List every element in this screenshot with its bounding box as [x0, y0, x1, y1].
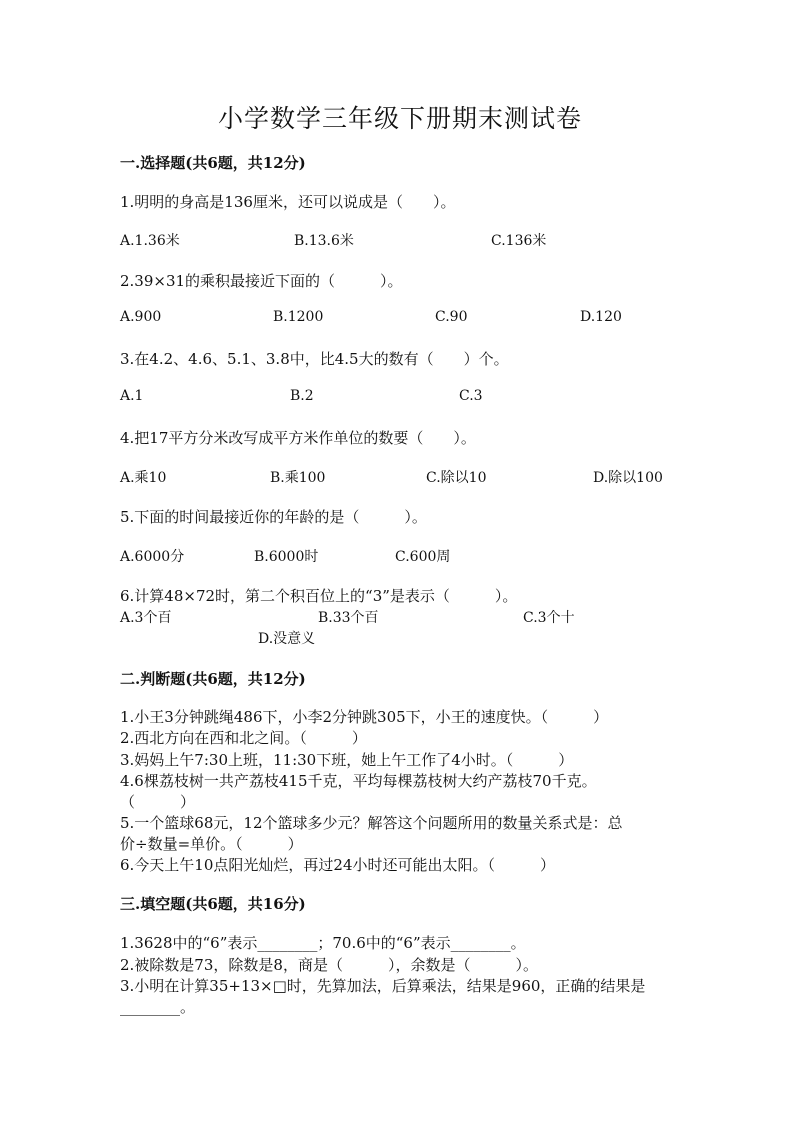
option-d: D.没意义: [258, 631, 316, 647]
section-heading-judgement: 二.判断题(共6题，共12分): [120, 670, 306, 688]
option-c: C.除以10: [426, 470, 487, 486]
question-text: 6.计算48×72时，第二个积百位上的“3”是表示（ ）。: [120, 587, 518, 605]
statement-line: 3.妈妈上午7:30上班，11:30下班，她上午工作了4小时。（ ）: [120, 751, 574, 769]
fill-line: 2.被除数是73，除数是8，商是（ ），余数是（ ）。: [120, 956, 538, 974]
statement-line: 2.西北方向在西和北之间。（ ）: [120, 729, 367, 747]
question-text: 4.把17平方分米改写成平方米作单位的数要（ ）。: [120, 429, 476, 447]
statement-line: 1.小王3分钟跳绳486下，小李2分钟跳305下，小王的速度快。（ ）: [120, 708, 609, 726]
option-c: C.3个十: [523, 610, 575, 626]
option-c: C.3: [459, 388, 483, 404]
fill-line: 1.3628中的“6”表示________；70.6中的“6”表示________。: [120, 934, 526, 952]
statement-line: （ ）: [120, 793, 196, 811]
option-b: B.13.6米: [294, 233, 354, 249]
option-c: C.90: [435, 309, 468, 325]
option-a: A.1: [120, 388, 144, 404]
option-a: A.6000分: [120, 549, 185, 565]
option-b: B.6000时: [254, 549, 319, 565]
option-b: B.乘100: [270, 470, 326, 486]
question-text: 3.在4.2、4.6、5.1、3.8中，比4.5大的数有（ ）个。: [120, 350, 509, 368]
option-c: C.600周: [395, 549, 451, 565]
statement-line: 5.一个篮球68元，12个篮球多少元？解答这个问题所用的数量关系式是：总: [120, 814, 623, 832]
statement-line: 6.今天上午10点阳光灿烂，再过24小时还可能出太阳。（ ）: [120, 856, 555, 874]
statement-line: 4.6棵荔枝树一共产荔枝415千克，平均每棵荔枝树大约产荔枝70千克。: [120, 772, 597, 790]
question-text: 1.明明的身高是136厘米，还可以说成是（ ）。: [120, 193, 456, 211]
fill-line: 3.小明在计算35+13×□时，先算加法，后算乘法，结果是960，正确的结果是: [120, 977, 646, 995]
option-a: A.3个百: [120, 610, 172, 626]
option-a: A.900: [120, 309, 162, 325]
option-b: B.2: [290, 388, 314, 404]
question-text: 2.39×31的乘积最接近下面的（ ）。: [120, 272, 403, 290]
section-heading-fill-blank: 三.填空题(共6题，共16分): [120, 895, 306, 913]
option-d: D.120: [580, 309, 622, 325]
option-d: D.除以100: [593, 470, 663, 486]
question-text: 5.下面的时间最接近你的年龄的是（ ）。: [120, 508, 427, 526]
option-a: A.乘10: [120, 470, 167, 486]
option-c: C.136米: [491, 233, 547, 249]
fill-line: ________。: [120, 998, 196, 1016]
page-title: 小学数学三年级下册期末测试卷: [217, 104, 582, 133]
section-heading-choice: 一.选择题(共6题，共12分): [120, 154, 306, 172]
option-b: B.1200: [273, 309, 324, 325]
option-a: A.1.36米: [120, 233, 180, 249]
option-b: B.33个百: [318, 610, 379, 626]
statement-line: 价÷数量=单价。（ ）: [120, 835, 303, 853]
